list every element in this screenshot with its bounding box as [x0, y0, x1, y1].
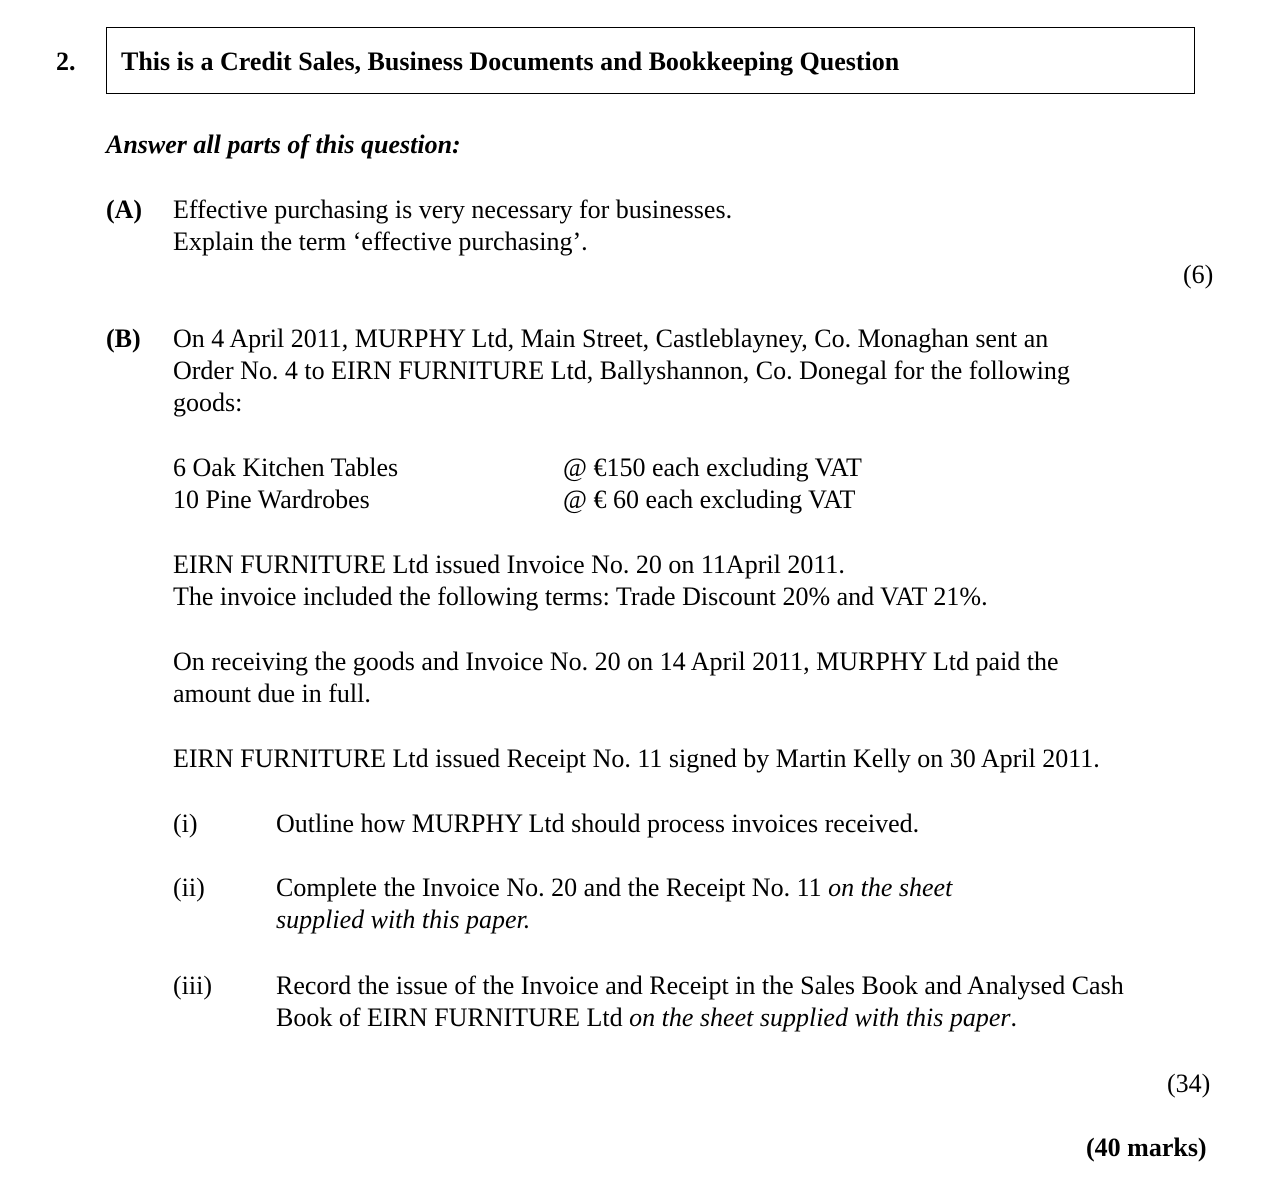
goods-item-2: 10 Pine Wardrobes: [173, 485, 370, 514]
invoice-line-1: EIRN FURNITURE Ltd issued Invoice No. 20 on 11April 2011.: [173, 550, 845, 579]
goods-price-1: @ €150 each excluding VAT: [563, 453, 862, 482]
goods-item-1: 6 Oak Kitchen Tables: [173, 453, 399, 482]
sub-iii-end: .: [1010, 1003, 1017, 1032]
sub-iii-italic: on the sheet supplied with this paper: [629, 1003, 1011, 1032]
invoice-line-2: The invoice included the following terms: Trade Discount 20% and VAT 21%.: [173, 582, 988, 611]
sub-i-label: (i): [173, 809, 198, 838]
total-marks: (40 marks): [1086, 1133, 1207, 1162]
sub-iii-text2: Book of EIRN FURNITURE Ltd: [276, 1003, 630, 1032]
part-a-line1: Effective purchasing is very necessary for businesses.: [173, 195, 733, 224]
receipt-line: EIRN FURNITURE Ltd issued Receipt No. 11 signed by Martin Kelly on 30 April 2011.: [173, 744, 1100, 773]
payment-line-2: amount due in full.: [173, 679, 371, 708]
part-b-intro-2: Order No. 4 to EIRN FURNITURE Ltd, Ballyshannon, Co. Donegal for the following: [173, 356, 1070, 385]
part-b-intro-3: goods:: [173, 388, 243, 417]
part-b-intro-1: On 4 April 2011, MURPHY Ltd, Main Street, Castleblayney, Co. Monaghan sent an: [173, 324, 1049, 353]
part-b-marks: (34): [1167, 1069, 1211, 1098]
sub-ii-label: (ii): [173, 873, 205, 902]
question-title-box: [106, 27, 1195, 94]
sub-iii-line1: Record the issue of the Invoice and Receipt in the Sales Book and Analysed Cash: [276, 971, 1124, 1000]
sub-ii-text: Complete the Invoice No. 20 and the Receipt No. 11: [276, 873, 829, 902]
part-a-line2: Explain the term ‘effective purchasing’.: [173, 227, 588, 256]
goods-price-2: @ € 60 each excluding VAT: [563, 485, 856, 514]
instruction: Answer all parts of this question:: [106, 130, 461, 159]
payment-line-1: On receiving the goods and Invoice No. 20 on 14 April 2011, MURPHY Ltd paid the: [173, 647, 1059, 676]
part-b-label: (B): [106, 324, 141, 353]
question-title: This is a Credit Sales, Business Documents and Bookkeeping Question: [121, 47, 900, 76]
part-a-marks: (6): [1183, 260, 1214, 289]
sub-iii-line2: [276, 1002, 1017, 1034]
part-a-label: (A): [106, 195, 143, 224]
sub-ii-line1: [276, 872, 952, 904]
sub-i-text: Outline how MURPHY Ltd should process invoices received.: [276, 809, 920, 838]
sub-iii-label: (iii): [173, 971, 212, 1000]
sub-ii-italic-2: supplied with this paper.: [276, 905, 531, 934]
sub-ii-italic-1: on the sheet: [828, 873, 953, 902]
question-number: 2.: [56, 47, 76, 76]
